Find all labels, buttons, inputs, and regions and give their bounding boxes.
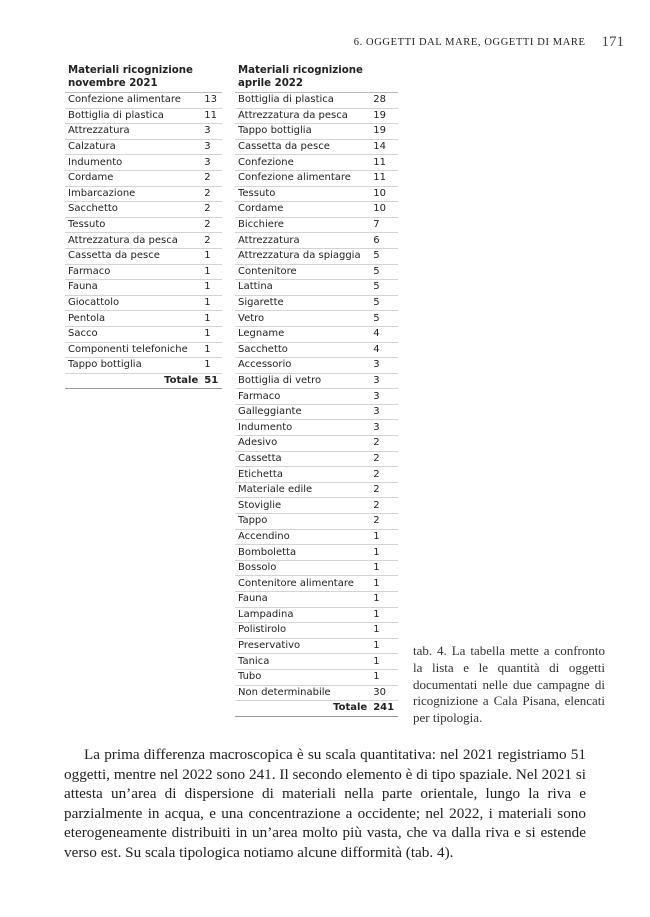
material-cell: Calzatura (65, 139, 201, 155)
total-value: 241 (370, 701, 398, 717)
count-cell: 1 (370, 654, 398, 670)
total-value: 51 (201, 373, 222, 389)
material-cell: Accessorio (235, 358, 370, 374)
heading-line: novembre 2021 (68, 78, 158, 89)
count-cell: 3 (370, 358, 398, 374)
table-row (65, 342, 222, 358)
heading-line: Materiali ricognizione (68, 65, 193, 76)
material-cell: Bottiglia di plastica (65, 108, 201, 124)
table-row (235, 295, 398, 311)
table-row (235, 124, 398, 140)
count-cell: 1 (370, 638, 398, 654)
table-2022 (235, 64, 398, 717)
count-cell: 1 (370, 607, 398, 623)
table-header-row (65, 64, 222, 93)
running-header (354, 33, 624, 51)
total-label: Totale (65, 373, 201, 389)
count-cell: 3 (370, 389, 398, 405)
material-cell: Sigarette (235, 295, 370, 311)
table-row (235, 654, 398, 670)
table-row (235, 389, 398, 405)
count-cell: 30 (370, 685, 398, 701)
material-cell: Pentola (65, 311, 201, 327)
material-cell: Tappo (235, 514, 370, 530)
material-cell: Accendino (235, 529, 370, 545)
page-number: 171 (601, 34, 624, 50)
material-cell: Tappo bottiglia (235, 124, 370, 140)
material-cell: Materiale edile (235, 482, 370, 498)
table-row (235, 451, 398, 467)
table-row (65, 264, 222, 280)
material-cell: Cassetta da pesce (235, 139, 370, 155)
table-row (235, 233, 398, 249)
material-cell: Lattina (235, 280, 370, 296)
total-row (235, 701, 398, 717)
material-cell: Confezione alimentare (65, 93, 201, 109)
material-cell: Sacchetto (65, 202, 201, 218)
table-row (65, 280, 222, 296)
count-cell: 2 (370, 514, 398, 530)
count-cell: 4 (370, 342, 398, 358)
count-cell: 14 (370, 139, 398, 155)
table-row (65, 295, 222, 311)
count-cell: 2 (201, 186, 222, 202)
count-cell: 2 (201, 233, 222, 249)
table-row (65, 139, 222, 155)
table-row (65, 108, 222, 124)
material-cell: Confezione alimentare (235, 170, 370, 186)
material-cell: Stoviglie (235, 498, 370, 514)
material-cell: Attrezzatura (235, 233, 370, 249)
table-row (235, 514, 398, 530)
count-cell: 3 (201, 124, 222, 140)
count-cell: 3 (370, 404, 398, 420)
material-cell: Imbarcazione (65, 186, 201, 202)
table-row (65, 326, 222, 342)
count-cell: 7 (370, 217, 398, 233)
table-row (235, 592, 398, 608)
table-row (235, 404, 398, 420)
material-cell: Cordame (235, 202, 370, 218)
table-row (235, 342, 398, 358)
heading-line: Materiali ricognizione (238, 65, 363, 76)
material-cell: Bossolo (235, 560, 370, 576)
count-cell: 6 (370, 233, 398, 249)
material-cell: Bottiglia di vetro (235, 373, 370, 389)
count-cell: 3 (201, 139, 222, 155)
table-row (235, 685, 398, 701)
section-title: 6. OGGETTI DAL MARE, OGGETTI DI MARE (353, 37, 586, 48)
count-cell: 3 (370, 420, 398, 436)
material-cell: Tessuto (235, 186, 370, 202)
table-row (235, 155, 398, 171)
table-row (65, 248, 222, 264)
table-row (235, 358, 398, 374)
count-cell: 1 (201, 326, 222, 342)
material-cell: Tessuto (65, 217, 201, 233)
count-cell: 3 (201, 155, 222, 171)
material-cell: Polistirolo (235, 623, 370, 639)
material-cell: Bottiglia di plastica (235, 93, 370, 109)
material-cell: Legname (235, 326, 370, 342)
count-cell: 5 (370, 280, 398, 296)
total-label: Totale (235, 701, 370, 717)
count-cell: 1 (201, 248, 222, 264)
table-row (235, 264, 398, 280)
count-cell: 1 (370, 560, 398, 576)
table-row (235, 186, 398, 202)
material-cell: Attrezzatura da pesca (235, 108, 370, 124)
table-row (65, 233, 222, 249)
table-row (235, 467, 398, 483)
count-cell: 11 (201, 108, 222, 124)
count-cell: 1 (201, 295, 222, 311)
count-cell: 10 (370, 186, 398, 202)
material-cell: Fauna (235, 592, 370, 608)
table-row (235, 420, 398, 436)
material-cell: Vetro (235, 311, 370, 327)
table-row (235, 170, 398, 186)
material-cell: Preservativo (235, 638, 370, 654)
material-cell: Sacco (65, 326, 201, 342)
table-row (235, 280, 398, 296)
table-row (235, 576, 398, 592)
count-cell: 2 (201, 202, 222, 218)
table-row (235, 529, 398, 545)
count-cell: 11 (370, 155, 398, 171)
material-cell: Confezione (235, 155, 370, 171)
column-header-2022 (235, 64, 370, 93)
count-cell: 4 (370, 326, 398, 342)
material-cell: Non determinabile (235, 685, 370, 701)
table-row (65, 93, 222, 109)
material-cell: Attrezzatura da pesca (65, 233, 201, 249)
material-cell: Cordame (65, 170, 201, 186)
table-row (65, 170, 222, 186)
material-cell: Adesivo (235, 436, 370, 452)
table-header-row (235, 64, 398, 93)
material-cell: Attrezzatura da spiaggia (235, 248, 370, 264)
material-cell: Tanica (235, 654, 370, 670)
table-row (235, 498, 398, 514)
table-row (235, 326, 398, 342)
material-cell: Cassetta (235, 451, 370, 467)
table-row (235, 638, 398, 654)
table-row (235, 202, 398, 218)
table-2021 (65, 64, 222, 389)
material-cell: Componenti telefoniche (65, 342, 201, 358)
table-row (235, 436, 398, 452)
column-header-count (370, 64, 398, 93)
count-cell: 1 (201, 280, 222, 296)
column-header-2021 (65, 64, 201, 93)
table-row (65, 358, 222, 374)
table-row (65, 202, 222, 218)
count-cell: 2 (370, 498, 398, 514)
count-cell: 1 (201, 311, 222, 327)
count-cell: 5 (370, 311, 398, 327)
count-cell: 1 (370, 576, 398, 592)
material-cell: Bicchiere (235, 217, 370, 233)
table-row (235, 545, 398, 561)
table-row (65, 186, 222, 202)
count-cell: 28 (370, 93, 398, 109)
count-cell: 1 (370, 545, 398, 561)
count-cell: 1 (201, 342, 222, 358)
material-cell: Bomboletta (235, 545, 370, 561)
count-cell: 13 (201, 93, 222, 109)
count-cell: 2 (370, 482, 398, 498)
body-paragraph: La prima differenza macroscopica è su scala quantitativa: nel 2021 registriamo 51 oggetti, mentre nel 2022 sono 241. Il secondo elemento è di tipo spaziale. Nel 2021 si attesta un’area di dispersione di materiali nella parte orientale, lungo la riva e parzialmente in acqua, e una concentrazione a occidente; nel 2022, i materiali sono eterogeneamente distribuiti in un’area molto più vasta, che va dalla riva e si estende verso est. Su scala tipologica notiamo alcune difformità (tab. 4). (64, 746, 586, 861)
material-cell: Farmaco (235, 389, 370, 405)
count-cell: 10 (370, 202, 398, 218)
material-cell: Galleggiante (235, 404, 370, 420)
material-cell: Tubo (235, 669, 370, 685)
heading-line: aprile 2022 (238, 78, 303, 89)
table-row (235, 560, 398, 576)
material-cell: Contenitore (235, 264, 370, 280)
material-cell: Contenitore alimentare (235, 576, 370, 592)
table-row (65, 217, 222, 233)
count-cell: 1 (201, 264, 222, 280)
material-cell: Giocattolo (65, 295, 201, 311)
material-cell: Tappo bottiglia (65, 358, 201, 374)
table-caption: tab. 4. La tabella mette a confronto la lista e le quantità di oggetti documentati nelle due campagne di ricognizione a Cala Pisana, elencati per tipologia. (413, 643, 605, 726)
count-cell: 19 (370, 108, 398, 124)
material-cell: Cassetta da pesce (65, 248, 201, 264)
table-row (65, 155, 222, 171)
material-cell: Fauna (65, 280, 201, 296)
material-cell: Lampadina (235, 607, 370, 623)
table-row (235, 373, 398, 389)
count-cell: 5 (370, 295, 398, 311)
total-row (65, 373, 222, 389)
material-cell: Attrezzatura (65, 124, 201, 140)
count-cell: 19 (370, 124, 398, 140)
count-cell: 1 (370, 529, 398, 545)
column-header-count (201, 64, 222, 93)
count-cell: 2 (370, 436, 398, 452)
count-cell: 1 (370, 592, 398, 608)
count-cell: 2 (370, 451, 398, 467)
table-row (235, 669, 398, 685)
material-cell: Indumento (235, 420, 370, 436)
table-body-2021 (65, 93, 222, 389)
table-row (65, 124, 222, 140)
count-cell: 5 (370, 264, 398, 280)
table-row (235, 93, 398, 109)
count-cell: 2 (370, 467, 398, 483)
table-row (235, 108, 398, 124)
table-row (235, 607, 398, 623)
material-cell: Etichetta (235, 467, 370, 483)
count-cell: 11 (370, 170, 398, 186)
material-cell: Indumento (65, 155, 201, 171)
count-cell: 5 (370, 248, 398, 264)
table-body-2022 (235, 93, 398, 717)
table-row (235, 482, 398, 498)
count-cell: 2 (201, 170, 222, 186)
table-row (235, 311, 398, 327)
table-row (235, 217, 398, 233)
table-row (235, 139, 398, 155)
count-cell: 1 (370, 669, 398, 685)
count-cell: 1 (201, 358, 222, 374)
material-cell: Sacchetto (235, 342, 370, 358)
table-row (235, 623, 398, 639)
material-cell: Farmaco (65, 264, 201, 280)
count-cell: 3 (370, 373, 398, 389)
table-row (65, 311, 222, 327)
count-cell: 2 (201, 217, 222, 233)
count-cell: 1 (370, 623, 398, 639)
table-row (235, 248, 398, 264)
